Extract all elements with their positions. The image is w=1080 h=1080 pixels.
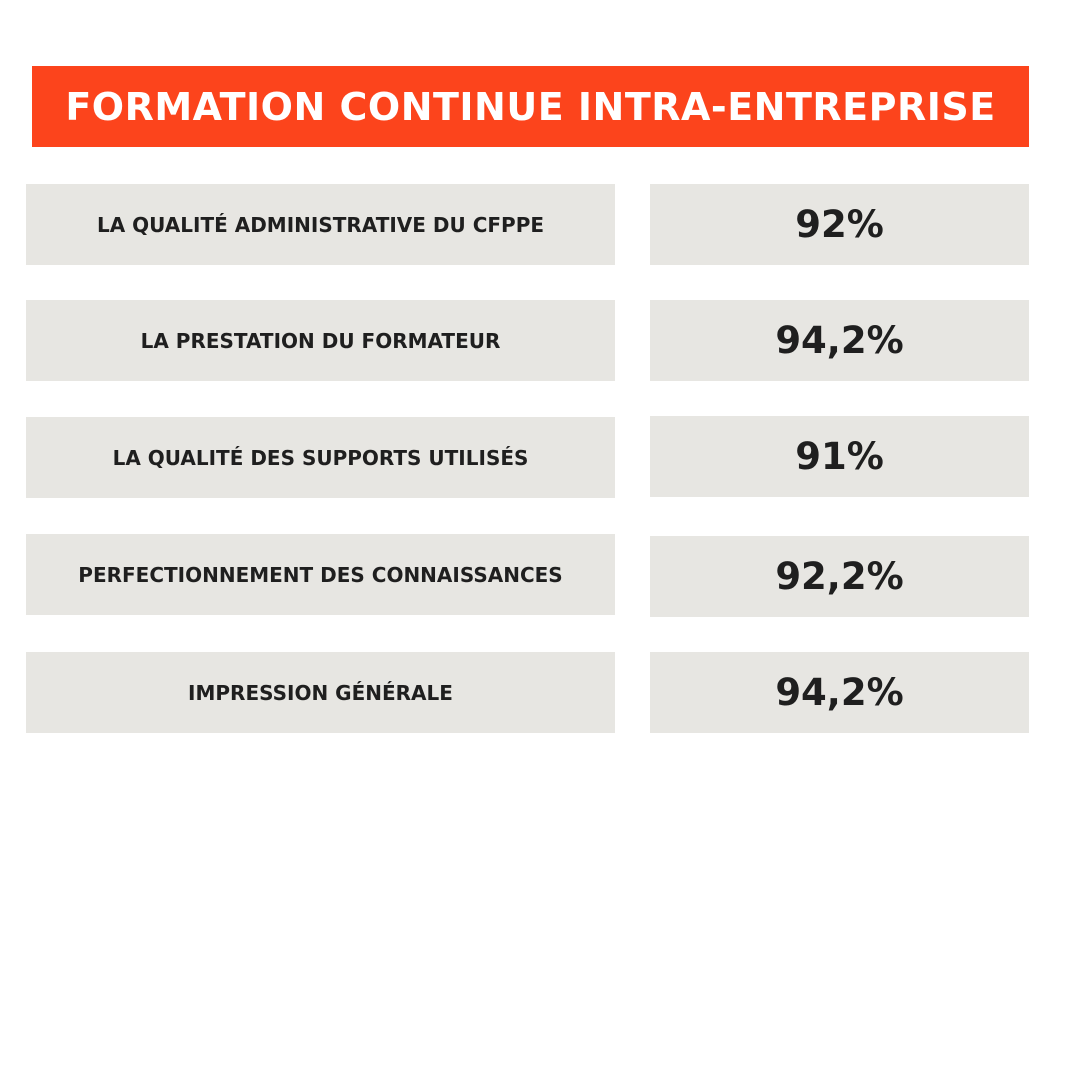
score-value-cell xyxy=(650,300,1029,381)
score-value-cell xyxy=(650,416,1029,497)
score-value: 94,2% xyxy=(775,319,904,362)
criterion-label: LA QUALITÉ DES SUPPORTS UTILISÉS xyxy=(112,445,529,470)
score-value-cell xyxy=(650,652,1029,733)
score-value: 92% xyxy=(795,203,884,246)
score-value-cell xyxy=(650,184,1029,265)
criterion-label-cell xyxy=(26,652,615,733)
banner-title: FORMATION CONTINUE INTRA-ENTREPRISE xyxy=(65,84,996,129)
criterion-label-cell xyxy=(26,417,615,498)
score-value: 91% xyxy=(795,435,884,478)
criterion-label: LA QUALITÉ ADMINISTRATIVE DU CFPPE xyxy=(96,212,545,237)
score-value: 92,2% xyxy=(775,555,904,598)
criterion-label: LA PRESTATION DU FORMATEUR xyxy=(140,328,501,353)
criterion-label-cell xyxy=(26,300,615,381)
criterion-label-cell xyxy=(26,184,615,265)
criterion-label: PERFECTIONNEMENT DES CONNAISSANCES xyxy=(78,562,563,587)
criterion-label: IMPRESSION GÉNÉRALE xyxy=(188,680,453,705)
title-banner xyxy=(32,66,1029,147)
score-value: 94,2% xyxy=(775,671,904,714)
criterion-label-cell xyxy=(26,534,615,615)
score-value-cell xyxy=(650,536,1029,617)
